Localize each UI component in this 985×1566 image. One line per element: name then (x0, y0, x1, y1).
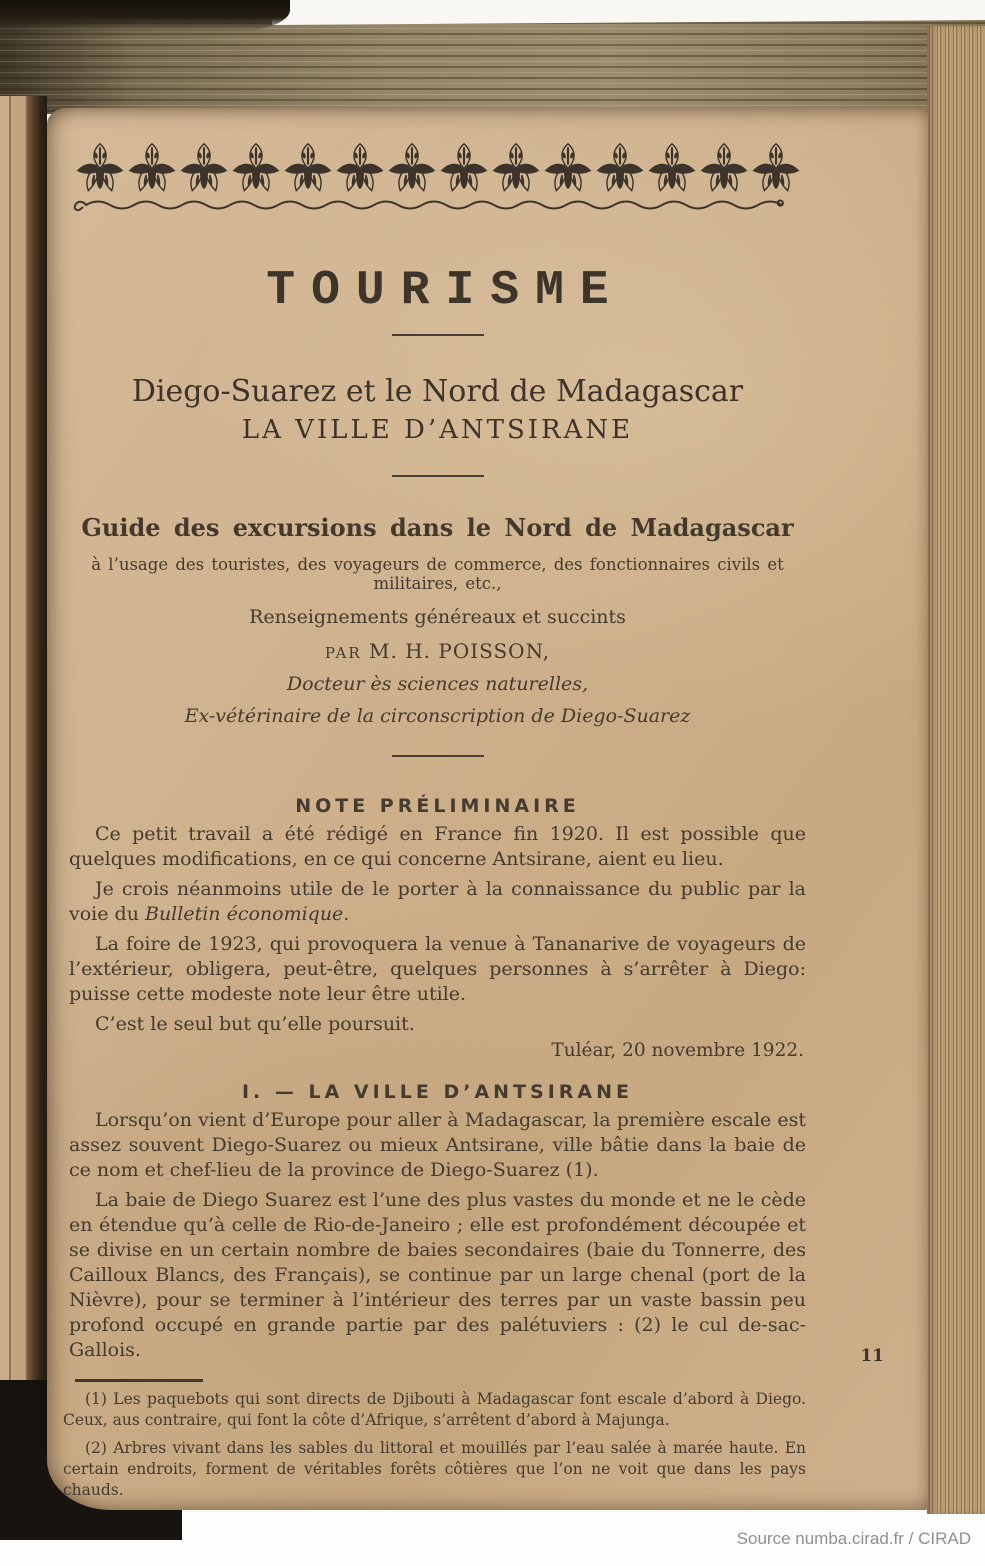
source-attribution-label: Source numba.cirad.fr / CIRAD (736, 1529, 971, 1548)
journal-name-italic: Bulletin économique. (144, 903, 350, 925)
byline (69, 639, 806, 663)
divider-rule (392, 334, 484, 336)
note-heading: NOTE PRÉLIMINAIRE (295, 795, 580, 817)
guide-title: Guide des excursions dans le Nord de Madagascar (81, 513, 794, 542)
iris-flower-icon (126, 142, 178, 196)
iris-flower-icon (438, 142, 490, 196)
byline-prefix: PAR (324, 644, 362, 662)
iris-flower-icon (698, 142, 750, 196)
paragraph: La baie de Diego Suarez est l’une des plus vastes du monde et ne le cède en étendue qu’à celle de Rio-de-Janeiro ; elle est profondément découpée et se divise en un certain nombre de baies secondaires (baie du Tonnerre, des Cailloux Blancs, des Français), se continue par un large chenal (port de la Nièvre), pour se terminer à l’intérieur des terres par un vaste bassin peu profond occupé en grande partie par des palétuviers : (2) le cul de-sac-Gallois. (69, 1189, 806, 1361)
floral-iris-border (69, 142, 806, 196)
author-name: M. H. POISSON, (369, 639, 551, 663)
page-title: TOURISME (266, 264, 625, 318)
iris-flower-icon (74, 142, 126, 196)
iris-flower-icon (386, 142, 438, 196)
divider-rule (392, 755, 484, 757)
footnote-2: (2) Arbres vivant dans les sables du littoral et mouillés par l’eau salée à marée haute. En certain endroits, forment de véritables forêts côtières que l’on ne voit que dans les pays chauds. (63, 1439, 806, 1499)
article-title: Diego-Suarez et le Nord de Madagascar (131, 374, 744, 409)
section-1-heading: I. — LA VILLE D’ANTSIRANE (241, 1081, 634, 1103)
paragraph (69, 877, 806, 927)
page-content (63, 108, 806, 1501)
divider-rule (392, 475, 484, 477)
book-right-page-edges (927, 26, 985, 1514)
guide-description-line: Renseignements généreaux et succints (249, 606, 626, 628)
guide-audience-line: à l’usage des touristes, des voyageurs de commerce, des fonctionnaires civils et militaires, etc., (91, 555, 784, 593)
page-number: 11 (860, 1346, 884, 1366)
iris-flower-icon (646, 142, 698, 196)
author-title-2: Ex-vétérinaire de la circonscription de Diego-Suarez (184, 705, 691, 727)
iris-flower-icon (334, 142, 386, 196)
paragraph: C’est le seul but qu’elle poursuit. (95, 1013, 415, 1035)
iris-flower-icon (594, 142, 646, 196)
iris-flower-icon (750, 142, 802, 196)
iris-flower-icon (178, 142, 230, 196)
footnote-separator-rule (75, 1379, 203, 1382)
iris-flower-icon (490, 142, 542, 196)
dateline: Tuléar, 20 novembre 1922. (551, 1040, 804, 1061)
iris-flower-icon (282, 142, 334, 196)
wavy-rule-icon (69, 198, 809, 214)
article-subtitle: LA VILLE D’ANTSIRANE (241, 415, 634, 445)
scanned-book-page (47, 108, 928, 1510)
paragraph: Lorsqu’on vient d’Europe pour aller à Madagascar, la première escale est assez souvent Diego-Suarez ou mieux Antsirane, ville bâtie dans la baie de ce nom et chef-lieu de la province de Diego-Suarez (1). (69, 1109, 806, 1181)
book-gutter-left-edge (0, 96, 47, 1426)
footnote-1: (1) Les paquebots qui sont directs de Djibouti à Madagascar font escale d’abord à Diego. Ceux, aus contraire, qui font la côte d’Afrique, s’arrêtent d’abord à Majunga. (63, 1390, 806, 1429)
preliminary-note-body (69, 822, 806, 1061)
iris-flower-icon (230, 142, 282, 196)
paragraph: Ce petit travail a été rédigé en France fin 1920. Il est possible que quelques modifications, en ce qui concerne Antsirane, aient eu lieu. (69, 823, 806, 870)
footnotes (63, 1389, 806, 1501)
book-cover-top-corner (0, 0, 290, 32)
paragraph-text: Je crois néanmoins utile de le porter à la connaissance du public par la voie du (69, 878, 806, 925)
section-1-body (69, 1108, 806, 1363)
author-title-1: Docteur ès sciences naturelles, (286, 673, 589, 695)
iris-flower-icon (542, 142, 594, 196)
paragraph: La foire de 1923, qui provoquera la venue à Tananarive de voyageurs de l’extérieur, obligera, peut-être, quelques personnes à s’arrêter à Diego: puisse cette modeste note leur être utile. (69, 933, 806, 1005)
